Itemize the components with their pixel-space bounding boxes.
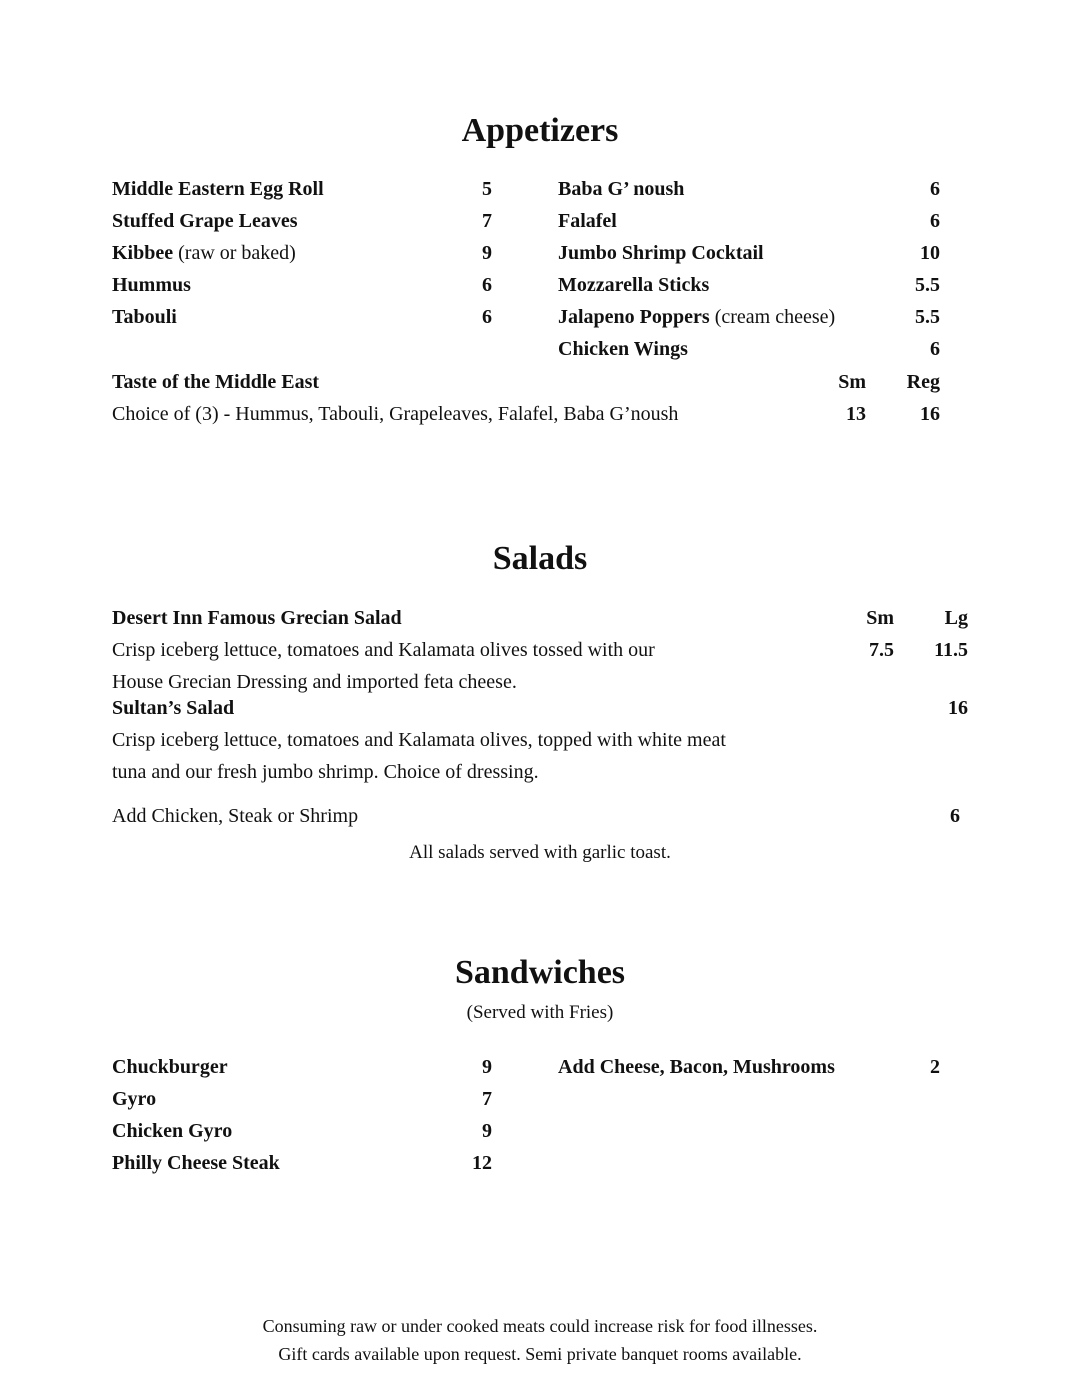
item-name: Tabouli (112, 306, 177, 328)
appetizers-heading: Appetizers (461, 112, 619, 149)
item-price: 7 (482, 210, 492, 232)
item-name: Mozzarella Sticks (558, 274, 710, 296)
price-reg: 16 (920, 403, 940, 425)
taste-description: Choice of (3) - Hummus, Tabouli, Grapeleaves, Falafel, Baba G’noush (112, 403, 679, 425)
menu-item (112, 274, 191, 297)
sandwich-addon-price: 2 (930, 1056, 940, 1078)
menu-item (558, 338, 688, 361)
sandwich-price: 7 (482, 1088, 492, 1110)
salad-addon-price: 6 (950, 805, 960, 827)
sandwich-name: Philly Cheese Steak (112, 1152, 280, 1174)
sandwich-price: 9 (482, 1120, 492, 1142)
item-price: 6 (482, 306, 492, 328)
sandwich-addon-label: Add Cheese, Bacon, Mushrooms (558, 1056, 835, 1078)
item-price: 6 (930, 338, 940, 360)
item-name: Chicken Wings (558, 338, 688, 360)
size-label-sm: Sm (866, 607, 894, 629)
item-note: (cream cheese) (709, 306, 836, 328)
grecian-desc-line2: House Grecian Dressing and imported feta cheese. (112, 671, 517, 693)
menu-item (558, 242, 764, 265)
price-sm: 7.5 (869, 639, 894, 661)
item-note: (raw or baked) (173, 242, 296, 264)
item-price: 16 (948, 697, 968, 719)
item-price: 5.5 (915, 306, 940, 328)
price-lg: 11.5 (934, 639, 968, 661)
item-name: Stuffed Grape Leaves (112, 210, 298, 232)
item-name: Middle Eastern Egg Roll (112, 178, 324, 200)
salads-note: All salads served with garlic toast. (409, 842, 671, 863)
menu-item (558, 210, 617, 233)
item-name: Jumbo Shrimp Cocktail (558, 242, 764, 264)
menu-item (558, 306, 835, 329)
salad-addon-label: Add Chicken, Steak or Shrimp (112, 805, 359, 827)
sandwich-price: 9 (482, 1056, 492, 1078)
size-label-reg: Reg (906, 371, 940, 393)
sandwich-price: 12 (472, 1152, 492, 1174)
taste-title: Taste of the Middle East (112, 371, 320, 393)
menu-item (112, 178, 324, 201)
menu-item (558, 178, 684, 201)
item-price: 6 (930, 178, 940, 200)
item-price: 5.5 (915, 274, 940, 296)
item-price: 10 (920, 242, 940, 264)
sandwich-name: Gyro (112, 1088, 157, 1110)
sandwiches-heading: Sandwiches (454, 954, 626, 991)
sultan-salad-title: Sultan’s Salad (112, 697, 235, 719)
item-price: 9 (482, 242, 492, 264)
item-price: 6 (930, 210, 940, 232)
menu-item (112, 242, 296, 265)
item-name: Jalapeno Poppers (558, 306, 710, 328)
menu-item (112, 210, 298, 233)
menu-item (558, 274, 709, 297)
price-sm: 13 (846, 403, 866, 425)
size-label-lg: Lg (944, 607, 968, 629)
grecian-desc-line1: Crisp iceberg lettuce, tomatoes and Kalamata olives tossed with our (112, 639, 655, 661)
item-name: Kibbee (112, 242, 174, 264)
grecian-salad-title: Desert Inn Famous Grecian Salad (112, 607, 402, 629)
sultan-desc-line2: tuna and our fresh jumbo shrimp. Choice of dressing. (112, 761, 539, 783)
item-name: Baba G’ noush (558, 178, 685, 200)
salads-heading: Salads (492, 540, 588, 577)
item-price: 5 (482, 178, 492, 200)
footer-line2: Gift cards available upon request. Semi private banquet rooms available. (278, 1344, 802, 1364)
item-name: Hummus (112, 274, 191, 296)
item-price: 6 (482, 274, 492, 296)
item-name: Falafel (558, 210, 617, 232)
size-label-sm: Sm (838, 371, 866, 393)
footer-line1: Consuming raw or under cooked meats could increase risk for food illnesses. (262, 1316, 818, 1336)
sandwich-name: Chuckburger (112, 1056, 228, 1078)
menu-item (112, 306, 177, 329)
sandwiches-subtitle: (Served with Fries) (466, 1002, 614, 1023)
sultan-desc-line1: Crisp iceberg lettuce, tomatoes and Kalamata olives, topped with white meat (112, 729, 726, 751)
sandwich-name: Chicken Gyro (112, 1120, 233, 1142)
